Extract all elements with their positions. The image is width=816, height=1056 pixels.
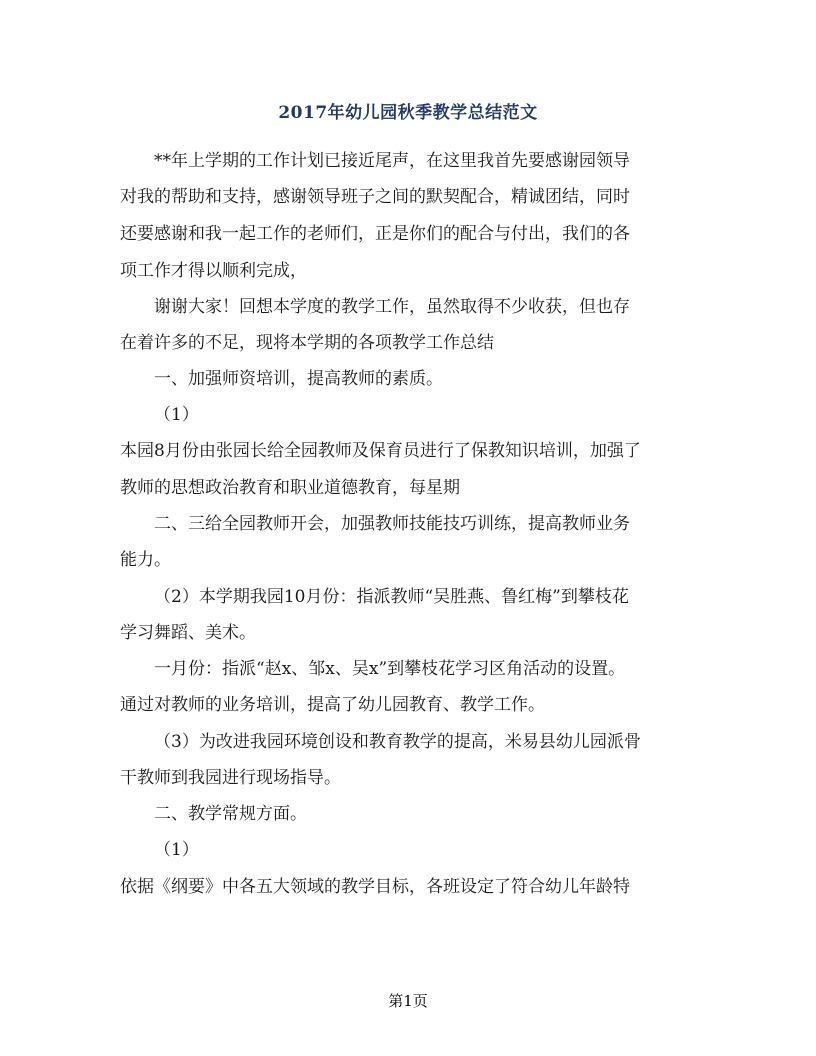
item-number-1: （1） bbox=[154, 405, 199, 425]
section-heading-2: 二、教学常规方面。 bbox=[154, 804, 307, 824]
body-line-6: 在着许多的不足，现将本学期的各项教学工作总结 bbox=[120, 333, 494, 353]
body-line-5: 谢谢大家！回想本学度的教学工作，虽然取得不少收获，但也存 bbox=[154, 297, 630, 317]
body-line-1: **年上学期的工作计划已接近尾声，在这里我首先要感谢园领导 bbox=[154, 151, 630, 171]
body-line-16: 通过对教师的业务培训，提高了幼儿园教育、教学工作。 bbox=[120, 695, 545, 715]
body-line-3: 还要感谢和我一起工作的老师们，正是你们的配合与付出，我们的各 bbox=[120, 224, 630, 244]
body-line-11: 二、三给全园教师开会，加强教师技能技巧训练，提高教师业务 bbox=[154, 514, 630, 534]
body-line-13: （2）本学期我园10月份：指派教师“吴胜燕、鲁红梅”到攀枝花 bbox=[154, 587, 629, 607]
body-line-9: 本园8月份由张园长给全园教师及保育员进行了保教知识培训，加强了 bbox=[120, 441, 641, 461]
section-heading-1: 一、加强师资培训，提高教师的素质。 bbox=[154, 369, 443, 389]
document-title: 2017年幼儿园秋季教学总结范文 bbox=[278, 103, 538, 123]
body-line-15: 一月份：指派“赵x、邹x、吴x”到攀枝花学习区角活动的设置。 bbox=[154, 659, 626, 679]
body-line-17: （3）为改进我园环境创设和教育教学的提高，米易县幼儿园派骨 bbox=[154, 732, 641, 752]
body-line-2: 对我的帮助和支持，感谢领导班子之间的默契配合，精诚团结，同时 bbox=[120, 187, 630, 207]
body-line-18: 干教师到我园进行现场指导。 bbox=[120, 768, 341, 788]
body-line-10: 教师的思想政治教育和职业道德教育，每星期 bbox=[120, 478, 460, 498]
page-number: 第1页 bbox=[388, 992, 428, 1010]
item-number-2: （1） bbox=[154, 840, 199, 860]
body-line-21: 依据《纲要》中各五大领域的教学目标，各班设定了符合幼儿年龄特 bbox=[120, 877, 630, 897]
body-line-14: 学习舞蹈、美术。 bbox=[120, 623, 256, 643]
body-line-4: 项工作才得以顺利完成， bbox=[120, 261, 307, 281]
body-line-12: 能力。 bbox=[120, 550, 171, 570]
